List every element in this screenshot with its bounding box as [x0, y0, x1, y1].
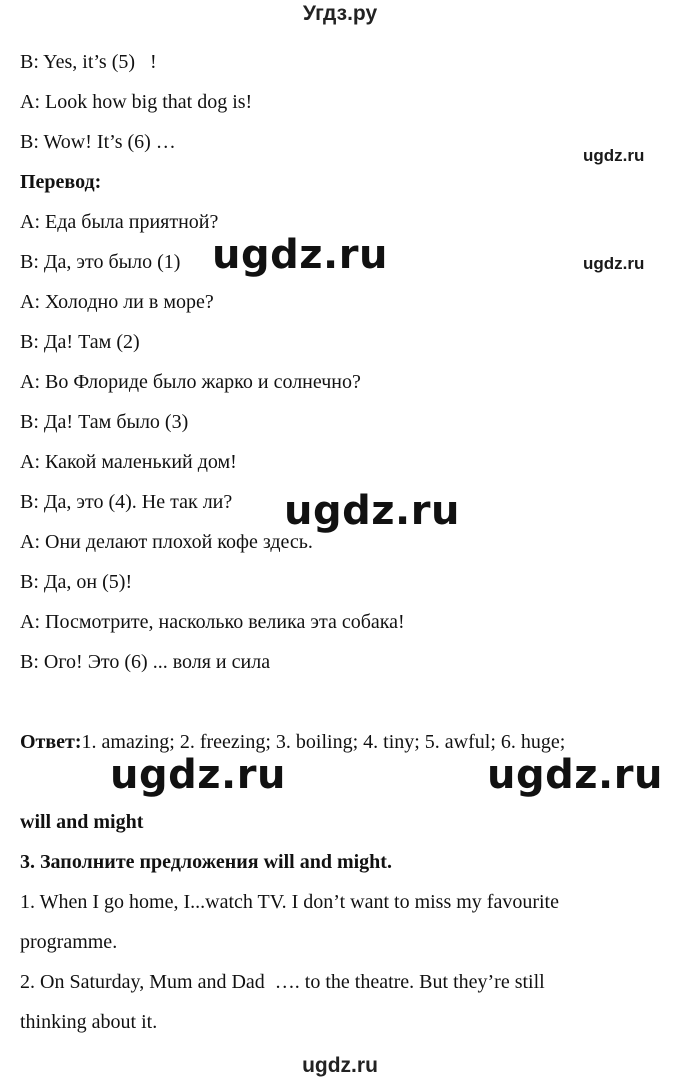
translation-line: А: Они делают плохой кофе здесь. — [20, 531, 313, 553]
answer-line — [20, 730, 565, 754]
task-line: programme. — [20, 931, 118, 953]
translation-line: А: Посмотрите, насколько велика эта собака! — [20, 611, 405, 633]
site-footer: ugdz.ru — [302, 1054, 378, 1077]
translation-line: В: Да! Там (2) — [20, 331, 140, 353]
translation-line: А: Холодно ли в море? — [20, 291, 214, 313]
translation-line: В: Да, это было (1) — [20, 251, 181, 273]
watermark-large: ugdz.ru — [487, 752, 663, 798]
dialogue-line: B: Yes, it’s (5) ! — [20, 51, 157, 73]
watermark-large: ugdz.ru — [212, 232, 388, 278]
task-line: thinking about it. — [20, 1011, 158, 1033]
task-line: 2. On Saturday, Mum and Dad …. to the theatre. But they’re still — [20, 971, 545, 993]
section-title: will and might — [20, 811, 144, 833]
watermark-small: ugdz.ru — [583, 146, 645, 165]
translation-line: В: Да, он (5)! — [20, 571, 133, 593]
watermark-small: ugdz.ru — [583, 254, 645, 273]
dialogue-line: B: Wow! It’s (6) … — [20, 131, 176, 153]
answer-label: Ответ: — [20, 731, 82, 753]
site-header: Угдз.ру — [302, 2, 378, 25]
answer-text: 1. amazing; 2. freezing; 3. boiling; 4. tiny; 5. awful; 6. huge; — [81, 731, 566, 753]
translation-line: В: Да! Там было (3) — [20, 411, 189, 433]
translation-line: А: Какой маленький дом! — [20, 451, 237, 473]
translation-heading: Перевод: — [20, 171, 102, 193]
watermark-large: ugdz.ru — [284, 488, 460, 534]
task-line: 1. When I go home, I...watch TV. I don’t want to miss my favourite — [20, 891, 559, 913]
translation-line: А: Во Флориде было жарко и солнечно? — [20, 371, 361, 393]
translation-line: А: Еда была приятной? — [20, 211, 219, 233]
translation-line: В: Да, это (4). Не так ли? — [20, 491, 233, 513]
watermark-large: ugdz.ru — [110, 752, 286, 798]
translation-line: В: Ого! Это (6) ... воля и сила — [20, 651, 271, 673]
task-heading: 3. Заполните предложения will and might. — [20, 851, 392, 873]
dialogue-line: A: Look how big that dog is! — [20, 91, 253, 113]
